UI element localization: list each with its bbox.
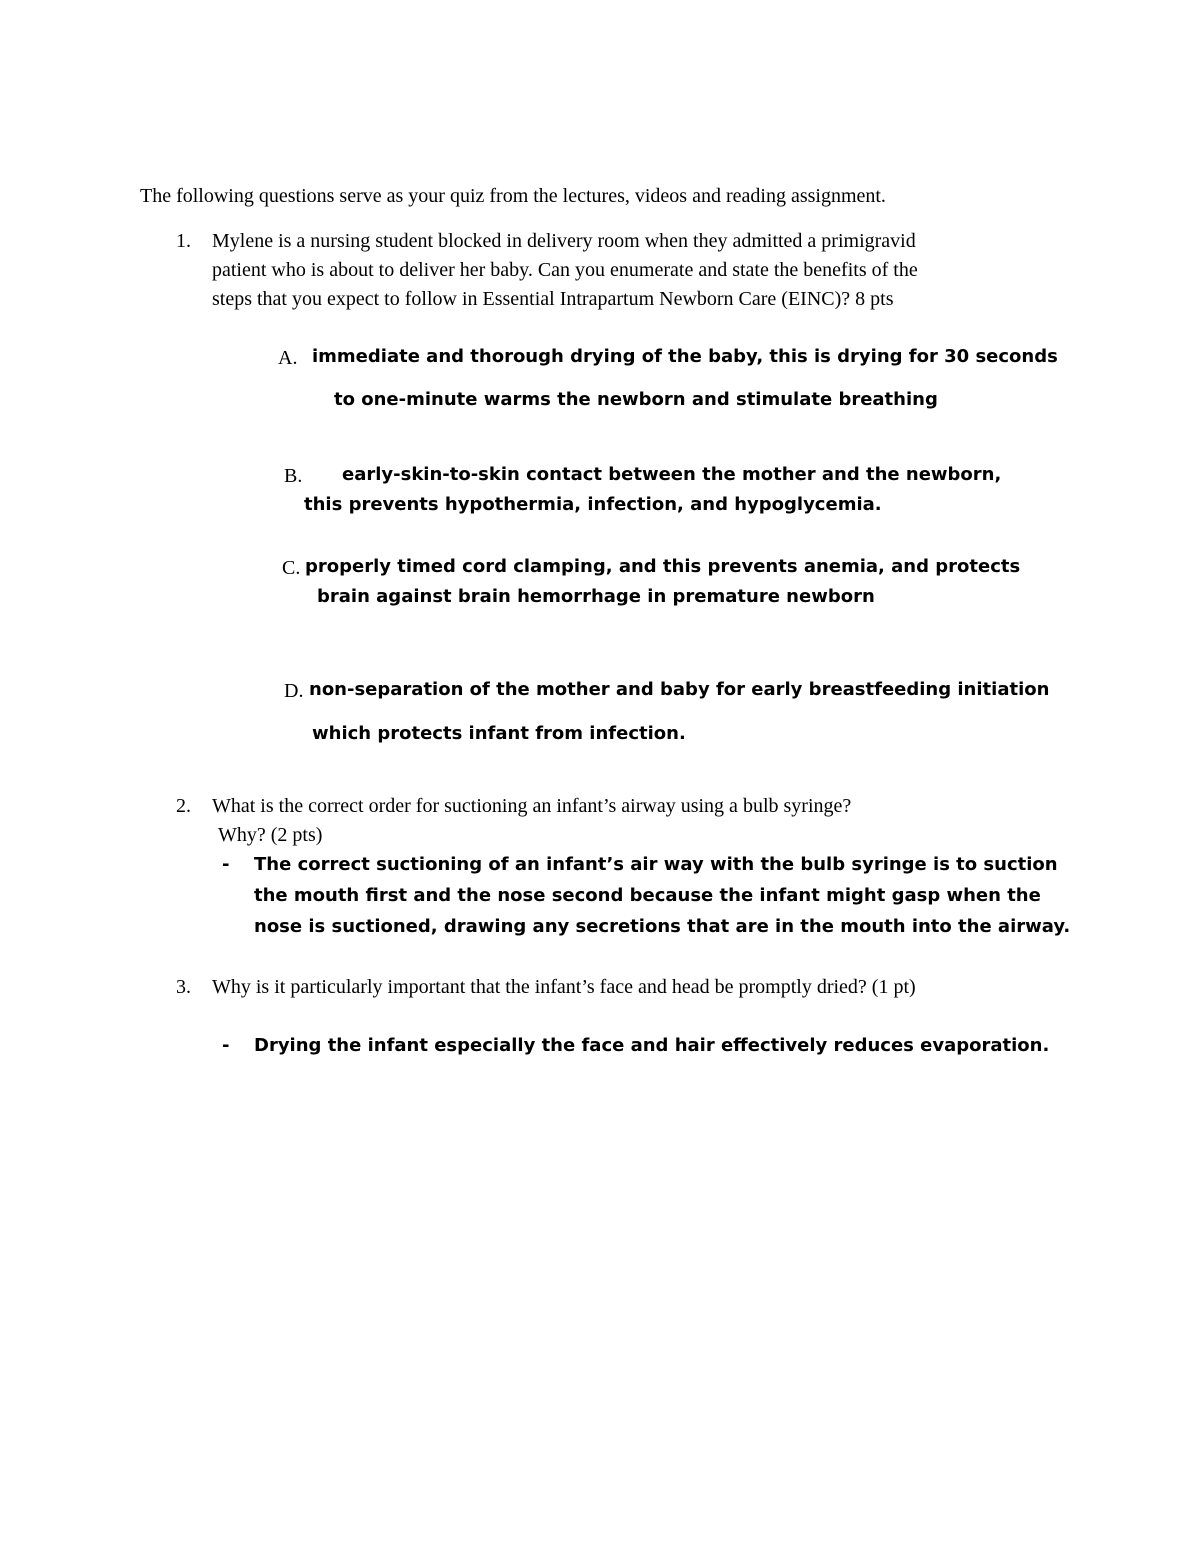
question-1-line-2: patient who is about to deliver her baby. Can you enumerate and state the benefits of the	[212, 259, 918, 281]
answer-d-line-2: which protects infant from infection.	[312, 723, 686, 744]
question-2-line-1: What is the correct order for suctioning an infant’s airway using a bulb syringe?	[212, 795, 852, 817]
question-1-number: 1.	[176, 230, 191, 252]
answer-a-line-2: to one-minute warms the newborn and stimulate breathing	[334, 389, 938, 410]
question-1-line-1: Mylene is a nursing student blocked in delivery room when they admitted a primigravid	[212, 230, 916, 252]
answer-b-letter: B.	[284, 465, 303, 487]
question-2-answer-line-2: the mouth first and the nose second because the infant might gasp when the	[254, 885, 1041, 906]
answer-c-letter: C.	[282, 557, 301, 579]
intro-text: The following questions serve as your quiz from the lectures, videos and reading assignment.	[140, 185, 886, 207]
question-3-number: 3.	[176, 976, 191, 998]
question-2-number: 2.	[176, 795, 191, 817]
answer-d-letter: D.	[284, 680, 304, 702]
question-3-line-1: Why is it particularly important that the infant’s face and head be promptly dried? (1 pt)	[212, 976, 916, 998]
answer-d-line-1: non-separation of the mother and baby for early breastfeeding initiation	[309, 679, 1050, 700]
answer-b-line-1: early-skin-to-skin contact between the mother and the newborn,	[342, 464, 1002, 485]
answer-a-line-1: immediate and thorough drying of the baby, this is drying for 30 seconds	[312, 346, 1058, 367]
answer-c-line-2: brain against brain hemorrhage in premature newborn	[317, 586, 875, 607]
question-3-answer-line-1: Drying the infant especially the face and hair effectively reduces evaporation.	[254, 1035, 1050, 1056]
answer-a-letter: A.	[278, 347, 298, 369]
question-2-answer-line-1: The correct suctioning of an infant’s air way with the bulb syringe is to suction	[254, 854, 1058, 875]
question-2-line-2: Why? (2 pts)	[218, 824, 323, 846]
answer-b-line-2: this prevents hypothermia, infection, and hypoglycemia.	[304, 494, 882, 515]
answer-c-line-1: properly timed cord clamping, and this prevents anemia, and protects	[305, 556, 1021, 577]
question-2-answer-dash: -	[222, 854, 230, 875]
question-3-answer-dash: -	[222, 1035, 230, 1056]
question-2-answer-line-3: nose is suctioned, drawing any secretions that are in the mouth into the airway.	[254, 916, 1071, 937]
question-1-line-3: steps that you expect to follow in Essential Intrapartum Newborn Care (EINC)? 8 pts	[212, 288, 894, 310]
